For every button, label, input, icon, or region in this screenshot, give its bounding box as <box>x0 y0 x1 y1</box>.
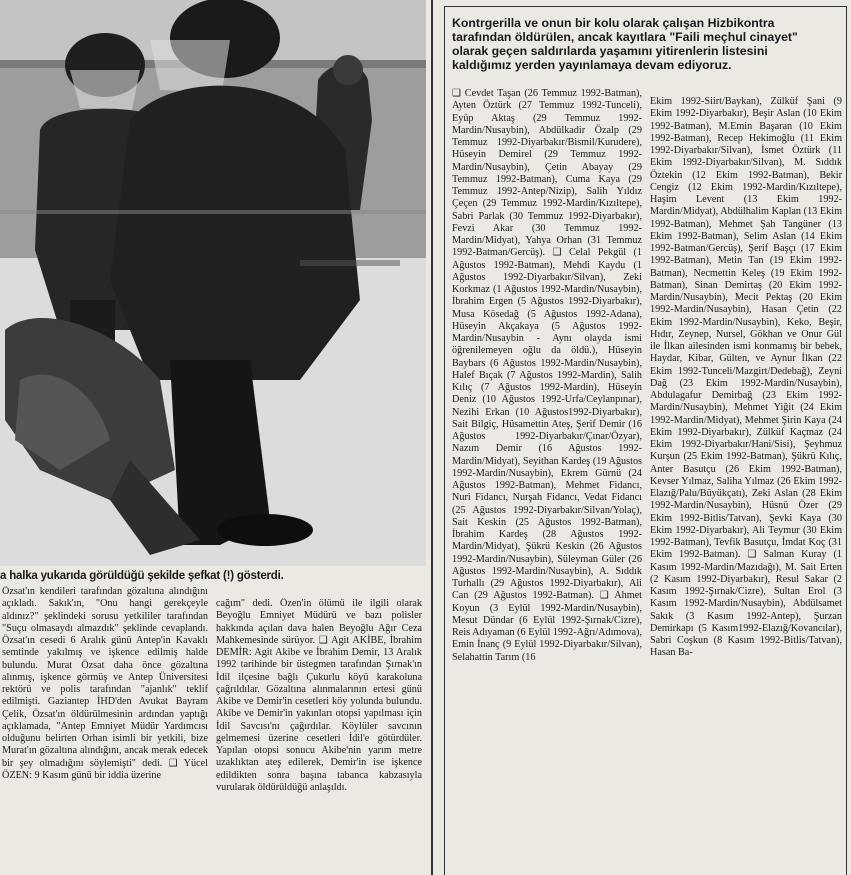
victim-list-column-2 <box>650 96 842 875</box>
riot-police-photo <box>0 0 426 566</box>
victim-list-column-1-text: ❑ Cevdet Taşan (26 Temmuz 1992-Batman), Ayten Öztürk (27 Temmuz 1992-Tunceli), Eyüp Aktaş (29 Temmuz 1992-Mardin/Nusaybin), Abdülkadir Özalp (29 Temmuz 1992-Diyarbakır/Bismil/Kurudere), Hüseyin Demirel (29 Temmuz 1992-Mardin/Nusaybin), Çetin Abayay (29 Temmuz 1992-Batman), Cuma Kaya (29 Temmuz 1992-Antep/Nizip), Salih Yıldız Çeçen (29 Temmuz 1992-Mardin/Kızıltepe), Sabri Parlak (30 Temmuz 1992-Diyarbakır), Fevzi Akar (30 Temmuz 1992-Mardin/Midyat), Yahya Orhan (31 Temmuz 1992-Batman/Gercüş). ❑ Celal Pekgül (1 Ağustos 1992-Batman), Mehdi Kaydu (1 Ağustos 1992-Diyarbakır/Silvan), Zeki Korkmaz (1 Ağustos 1992-Mardin/Nusaybin), İbrahim Ergen (5 Ağustos 1992-Diyarbakır), Musa Kösedağ (5 Ağustos 1992-Adana), Hüseyin Akçakaya (5 Ağustos 1992-Mardin/Nusaybin - Aynı olayda ismi öğrenilemeyen oğlu da öldü.), Hüseyin Baybars (6 Ağustos 1992-Mardin/Nusaybin), Halef Bıçak (7 Ağustos 1992-Mardin), Salih Kılıç (7 Ağustos 1992-Mardin), Hüseyin Deniz (10 Ağustos 1992-Urfa/Ceylanpınar), Nezihi Erkan (10 Ağustos1992-Diyarbakır), Sait Bilgiç, Hüsamettin Ateş, Şerif Demir (16 Ağustos 1992-Diyarbakır/Çınar/Özyar), Nazım Demir (16 Ağustos 1992-Mardin/Midyat), Seyithan Kardeş (19 Ağustos 1992-Mardin/Nusaybin), Ekrem Gürnü (24 Ağustos 1992-Batman), Mehmet Fidancı, Nuri Fidancı, Nurşah Fidancı, Vedat Fidancı (25 Ağustos 1992-Diyarbakır/Silvan/Yolaç), Sait Keskin (25 Ağustos 1992-Batman), İbrahim Kardeş (28 Ağustos 1992-Mardin/Midyat), Şükrü Keskin (26 Ağustos 1992-Mardin/Nusaybin), Süleyman Güler (26 Ağustos 1992-Mardin/Nusaybin), A. Sıddık Turhallı (29 Ağustos 1992-Diyarbakır), Ali Can (29 Ağustos 1992-Batman). ❑ Ahmet Koyun (3 Eylül 1992-Mardin/Nusaybin), Mesut Dündar (6 Eylül 1992-Şırnak/Cizre), Reis Adıyaman (6 Eylül 1992-Ağrı/Adımova), Emin İnanç (9 Eylül 1992-Diyarbakır/Silvan), Selahattin Tarım (16 <box>452 88 642 663</box>
victim-list-column-2-text: Ekim 1992-Siirt/Baykan), Zülküf Şani (9 Ekim 1992-Diyarbakır), Beşir Aslan (10 Ekim 1992-Batman), M.Emin Başaran (10 Ekim 1992-Batman), Recep Hekimoğlu (11 Ekim 1992-Diyarbakır/Silvan), İsmet Öztürk (11 Ekim 1992-Diyarbakır/Silvan), M. Sıddık Öztekin (12 Ekim 1992-Batman), Bekir Cengiz (12 Ekim 1992-Mardin/Kızıltepe), Haşim Levent (13 Ekim 1992-Mardin/Midyat), Abdülhalim Kaplan (13 Ekim 1992-Batman), Mehmet Şah Tangüner (13 Ekim 1992-Batman), Selim Aslan (14 Ekim 1992-Batman/Gercüş), Şerif Başçı (17 Ekim 1992-Batman), Metin Tan (19 Ekim 1992-Batman), Necmettin Keleş (19 Ekim 1992-Batman), Sinan Demirtaş (20 Ekim 1992-Mardin/Nusaybin), Mecit Pektaş (20 Ekim 1992-Mardin/Nusaybin), Hasan Çetin (22 Ekim 1992-Mardin/Nusaybin), Keko, Beşir, Hıdır, Zeynep, Nursel, Gökhan ve Onur Gül ile İlkan ailesinden ismi konmamış bir bebek, Haydar, Kibar, Gülten, ve Aynur İlkan (22 Ekim 1992-Tunceli/Mazgirt/Dedebağ), Zeyni Dağ (23 Ekim 1992-Mardin/Nusaybin), Abdulagafur Demirbağ (23 Ekim 1992-Mardin/Nusaybin), Mehmet Yiğit (24 Ekim 1992-Mardin/Midyat), Mehmet Şirin Kaya (24 Ekim 1992-Diyarbakır), Zülküf Kaçmaz (24 Ekim 1992-Diyarbakır/Hani/Sisi), Şeyhmuz Kurşun (25 Ekim 1992-Batman), Şükrü Kılıç, Anter Basutçu (26 Ekim 1992-Batman), Kevser Yılmaz, Saliha Yılmaz (26 Ekim 1992- Elazığ/Palu/Büyükçatı), Zeki Aslan (28 Ekim 1992-Mardin/Nusaybin), Hüsnü Özer (29 Ekim 1992-Bitlis/Tatvan), Şevki Kaya (30 Ekim 1992-Diyarbakır), Ali Teymur (30 Ekim 1992-Batman), Tevfik Basutçu, İmdat Koç (31 Ekim 1992-Batman). ❑ Salman Kuray (1 Kasım 1992-Mardin/Mazıdağı), M. Sait Erten (2 Kasım 1992-Diyarbakır), Resul Sakar (2 Kasım 1992-Şırnak/Cizre), Sultan Erol (3 Kasım 1992-Mardin/Nusaybin), Abdülsamet Sakık (3 Kasım 1992-Antep), Şurzan Demirkapı (5 Kasım1992-Elazığ/Kovancılar), Sabri Coşkun (8 Kasım 1992-Bitlis/Tatvan), Hasan Ba- <box>650 96 842 659</box>
photo-caption: a halka yukarıda görüldüğü şekilde şefkat (!) gösterdi. <box>0 570 284 582</box>
left-article-column-1 <box>2 586 208 875</box>
box-border-right <box>846 6 847 875</box>
victim-list-column-1 <box>452 88 642 875</box>
left-column-1-text: Özsat'ın kendileri tarafından gözaltına alındığını açıkladı. Sakık'ın, "Onu hangi gerekçeyle aldınız?" şeklindeki sorusu yetkililer tarafından "Suçu olmasaydı almazdık" şeklinde cevaplandı. Özsat'ın cesedi 6 Aralık günü Antep'in Kavaklı semtinde yakılmış ve işkence edilmiş halde bulundu. Murat Özsat daha önce gözaltına alınmış, işkence görmüş ve Antep Üniversitesi rektörü ve polis tarafından "ajanlık" teklif edilmişti. Gaziantep İHD'den Avukat Bayram Çelik, Özsat'ın öldürülmesinin ardından yaptığı açıklamada, "Antep Emniyet Müdür Yardımcısı olduğunu belirten Orhan isimli bir yetkili, bize Murat'ın gözaltına alındığını, ancak merak edecek bir şey olmadığını söylemişti" dedi. ❑ Yücel ÖZEN: 9 Kasım günü bir iddia üzerine <box>2 586 208 781</box>
news-photo <box>0 0 426 566</box>
left-article-column-2 <box>216 598 422 875</box>
column-divider-vertical <box>431 0 433 875</box>
box-border-left <box>444 6 445 875</box>
left-column-2-text: cağım" dedi. Özen'in ölümü ile ilgili olarak Beyoğlu Emniyet Müdürü ve bazı polisler hakkında açılan dava halen Beyoğlu Ağır Ceza Mahkemesinde sürüyor. ❑ Agit AKİBE, İbrahim DEMİR: Agit Akibe ve İbrahim Demir, 13 Aralık 1992 tarihinde bir üstegmen tarafından Şırnak'ın İdil ilçesine bağlı Çukurlu köyü karakoluna çağrıldılar. Gözaltına alınmalarının ertesi günü Akibe ve Demir'in cesetleri köy yolunda bulundu. Akibe ve Demir'in yakınları otopsi yapılması için İdil Savcısı'nı çağırdılar. Köylüler savcının gelmemesi üzerine cesetleri İdil'e götürdüler. Yapılan otopsi sonucu Akibe'nin yarım metre uzaklıktan ateş edilerek, Demir'in ise işkence edildikten sonra başına tabanca kabzasıyla vurularak öldürüldüğü anlaşıldı. <box>216 598 422 793</box>
box-border-top <box>444 6 847 7</box>
list-intro-heading: Kontrgerilla ve onun bir kolu olarak çalışan Hizbikontra tarafından öldürülen, ancak kayıtlara "Faili meçhul cinayet" olarak geçen saldırılarda yaşamını yitirenlerin listesini kaldığımız yerden yayınlamaya devam ediyoruz. <box>452 16 798 72</box>
